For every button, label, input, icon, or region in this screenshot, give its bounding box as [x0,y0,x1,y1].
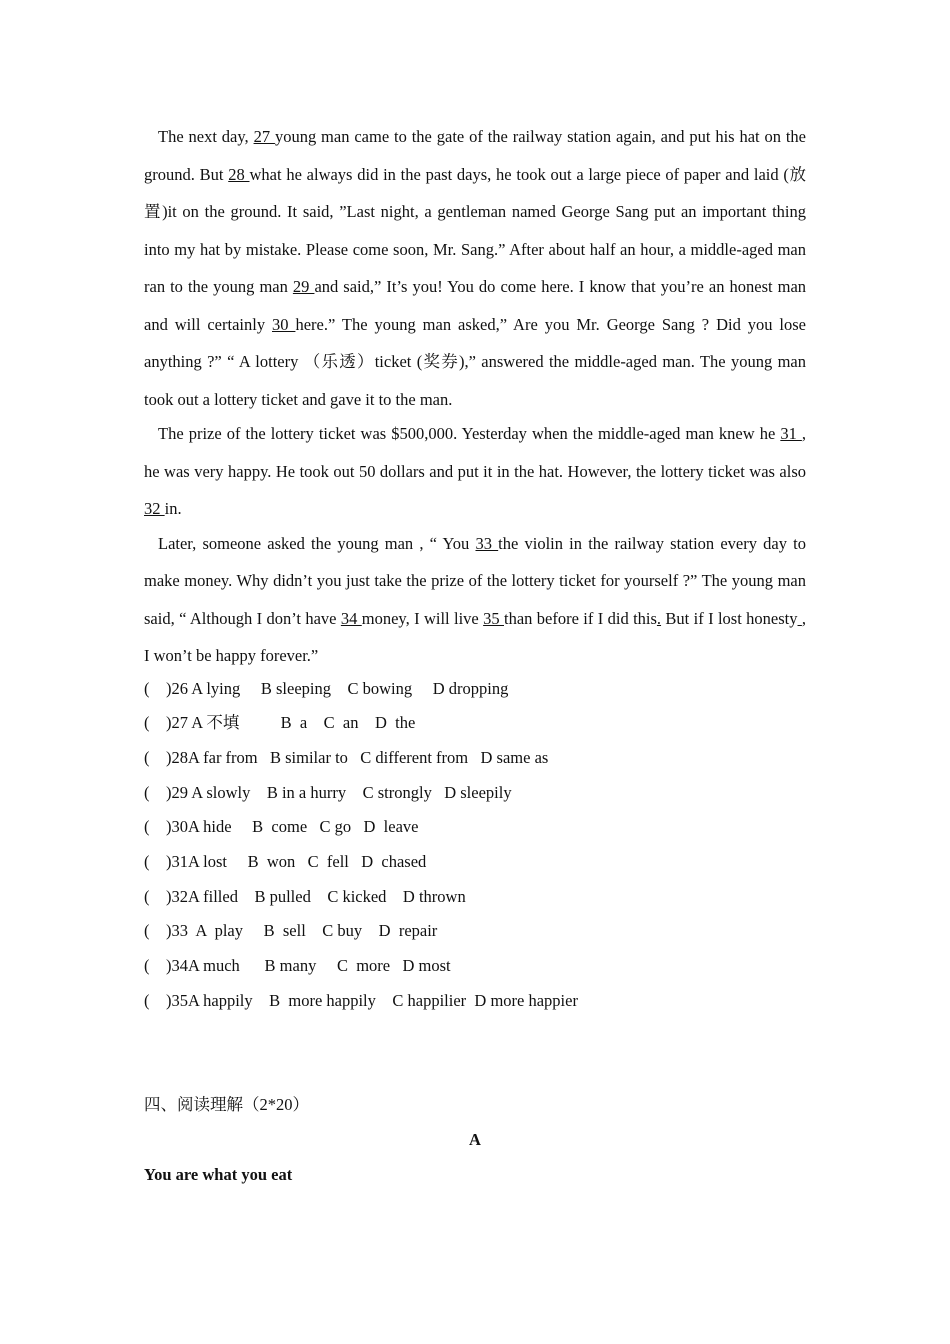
blank-33: 33 [475,533,499,553]
option-34: ( )34A much B many C more D most [144,956,451,975]
text-run: in. [164,499,182,518]
blank-27: 27 [253,127,275,146]
option-28: ( )28A far from B similar to C different from D same as [144,747,549,767]
text-run: what he always did in the past days, he took out a large piece of paper and laid (放置)it on the ground. It said, ”Last night, a gentleman named George Sang put an important thing into my hat by mistake. Please come soon, Mr. Sang.” After about half an hour, a middle-aged man ran to the young man [144,164,807,296]
section-heading: 四、阅读理解（2*20） [144,1095,309,1114]
text-run: But if I lost honesty [661,608,798,628]
option-26: ( )26 A lying B sleeping C bowing D dropping [144,678,509,698]
blank-31: 31 [780,424,802,443]
text-run: Later, someone asked the young man , “ You [158,533,476,553]
text-run: here.” The young man asked,” Are you Mr. George Sang ? Did you lose anything ?” “ A lottery （乐透）ticket (奖券),” answered the middle-aged man. The young man took out a lottery ticket and gave it to the man. [144,314,807,409]
passage-letter: A [469,1130,481,1149]
option-30: ( )30A hide B come C go D leave [144,817,419,837]
text-run: the violin in the railway station every day to make money. Why didn’t you just take the prize of the lottery ticket for yourself ?” The young man said, “ Although I don’t have [144,533,806,628]
option-27: ( )27 A 不填 B a C an D the [144,713,416,733]
blank-34: 34 [340,608,362,628]
options-list [144,672,806,1019]
text-run: young man came to the gate of the railway station again, and put his hat on the ground. But [144,127,807,184]
text-run: money, I will live [361,608,484,628]
text-run: , I won’t be happy forever.” [144,608,806,665]
passage-paragraph-3 [144,525,806,675]
blank-35: 35 [483,608,504,628]
text-run: The prize of the lottery ticket was $500,000. Yesterday when the middle-aged man knew he [158,424,781,443]
cloze-passage [144,118,806,1018]
passage-paragraph-2 [144,415,806,528]
option-29: ( )29 A slowly B in a hurry C strongly D sleepily [144,782,512,802]
text-run: than before if I did this [504,608,657,628]
blank-30: 30 [272,314,296,334]
underlined-period: . [656,608,662,628]
text-run: The next day, [158,127,254,146]
option-35: ( )35A happily B more happily C happilier D more happier [144,990,578,1010]
option-32: ( )32A filled B pulled C kicked D thrown [144,886,466,906]
passage-title: You are what you eat [144,1165,293,1184]
text-run: and said,” It’s you! You do come here. I know that you’re an honest man and will certainly [144,277,807,334]
option-31: ( )31A lost B won C fell D chased [144,851,427,871]
blank-28: 28 [228,164,250,184]
option-33: ( )33 A play B sell C buy D repair [144,921,438,941]
blank-29: 29 [292,277,315,296]
text-run: , he was very happy. He took out 50 dollars and put it in the hat. However, the lottery ticket was also [144,424,806,481]
passage-paragraph-1 [144,118,806,418]
blank-32: 32 [144,499,165,518]
